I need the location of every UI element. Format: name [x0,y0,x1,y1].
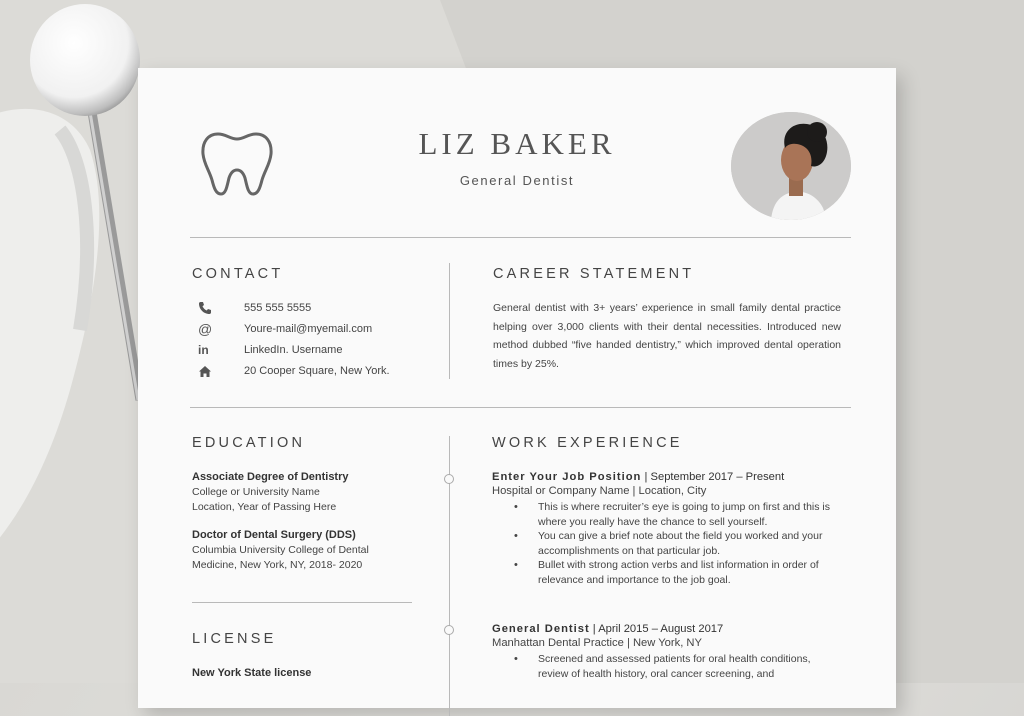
linkedin-icon: in [198,343,209,357]
license-name: New York State license [192,667,312,679]
candidate-title: General Dentist [459,173,575,188]
profile-photo [731,112,851,220]
contact-linkedin: LinkedIn. Username [244,344,343,356]
education-heading: EDUCATION [192,435,306,451]
education-entry [192,471,422,514]
at-icon: @ [198,321,213,337]
degree-title: Associate Degree of Dentistry [192,471,349,483]
timeline-dot [444,474,454,484]
job-entry [492,471,842,588]
home-icon [198,363,226,379]
section-divider [190,407,851,408]
contact-list [198,299,438,389]
job-position: Enter Your Job Position [492,471,642,483]
job-bullet: • You can give a brief note about the field you worked and your accomplishments on that particular job. [538,529,842,558]
job-bullets [492,500,842,588]
job-bullet: • This is where recruiter’s eye is going to jump on first and this is where you really have the chance to sell yourself. [538,500,842,529]
top-column-divider [449,263,450,379]
contact-address: 20 Cooper Square, New York. [244,365,390,377]
contact-item-email [198,320,372,338]
job-dates: | April 2015 – August 2017 [589,623,724,635]
contact-phone: 555 555 5555 [244,302,312,314]
job-company: Hospital or Company Name | Location, City [492,485,707,497]
education-entry [192,529,422,572]
education-divider [192,602,412,603]
career-statement: General dentist with 3+ years’ experience in small family dental practice helping over 3,000 clients with their dental necessities. Introduced new method dubbed “five handed dentistry,” which improved dental operation times by 25%. [493,302,841,370]
job-bullets [492,652,842,681]
job-position: General Dentist [492,623,590,635]
contact-item-linkedin [198,341,342,359]
job-dates: | September 2017 – Present [641,471,785,483]
dental-mirror-icon [30,4,140,116]
job-company: Manhattan Dental Practice | New York, NY [492,637,702,649]
contact-item-address [198,362,390,380]
career-heading: CAREER STATEMENT [493,266,695,282]
job-heading [492,471,842,483]
phone-icon [198,300,226,316]
timeline-dot [444,625,454,635]
candidate-name: LIZ BAKER [418,126,616,161]
degree-school: Columbia University College of Dental [192,544,369,556]
degree-title: Doctor of Dental Surgery (DDS) [192,529,356,541]
contact-email: Youre-mail@myemail.com [244,323,373,335]
contact-heading: CONTACT [192,266,284,282]
contact-item-phone [198,299,311,317]
work-heading: WORK EXPERIENCE [492,435,683,451]
license-heading: LICENSE [192,631,277,647]
job-bullet: • Screened and assessed patients for oral health conditions, review of health history, oral cancer screening, and [538,652,842,681]
resume-page [138,68,896,708]
header-divider [190,237,851,238]
degree-location: Medicine, New York, NY, 2018- 2020 [192,558,363,571]
job-heading [492,623,842,635]
degree-location: Location, Year of Passing Here [192,500,337,513]
job-bullet: • Bullet with strong action verbs and list information in order of relevance and importance to the job goal. [538,558,842,587]
degree-school: College or University Name [192,486,320,498]
job-entry [492,623,842,681]
